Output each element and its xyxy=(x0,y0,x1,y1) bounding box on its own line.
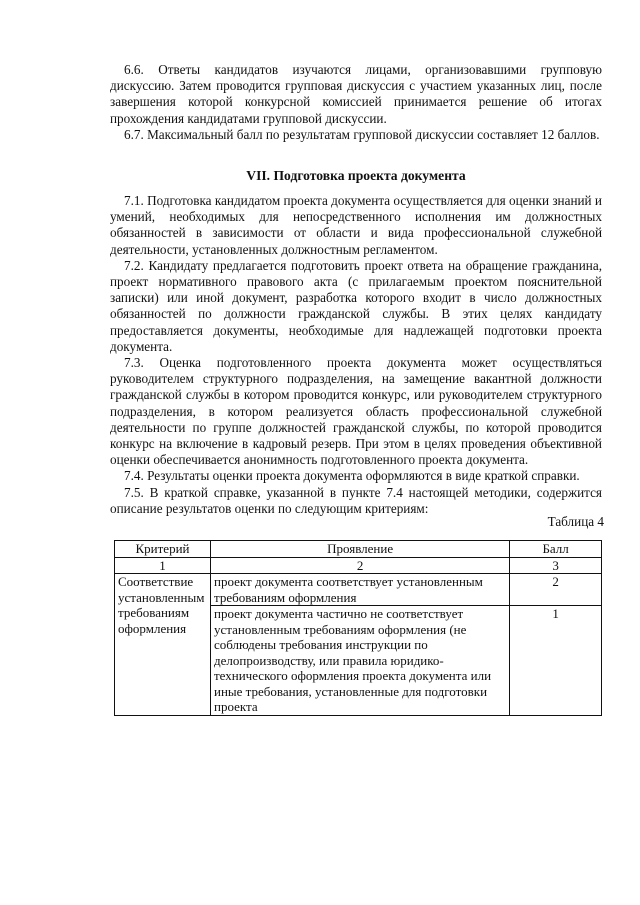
criteria-table xyxy=(114,540,602,716)
header-criterion: Критерий xyxy=(115,541,211,558)
paragraph-7-4: 7.4. Результаты оценки проекта документа оформляются в виде краткой справки. xyxy=(124,468,580,484)
section-7-body xyxy=(110,193,602,517)
paragraph-6-6: 6.6. Ответы кандидатов изучаются лицами, организовавшими групповую дискуссию. Затем проводится групповая дискуссия с участием указанных лиц, после завершения которой конкурсной комиссией принимается решение об итогах прохождения кандидатами групповой дискуссии. xyxy=(110,62,602,126)
header-score: Балл xyxy=(510,541,602,558)
manifestation-cell: проект документа соответствует установленным требованиям оформления xyxy=(210,574,509,606)
section-7-heading-block xyxy=(110,168,602,184)
section-title: VII. Подготовка проекта документа xyxy=(246,168,466,183)
column-number: 2 xyxy=(210,557,509,574)
table-caption: Таблица 4 xyxy=(547,514,604,529)
score-cell: 2 xyxy=(510,574,602,606)
paragraph-7-3: 7.3. Оценка подготовленного проекта документа может осуществляться руководителем структурного подразделения, на замещение вакантной должности гражданской службы в котором проводится конкурс, или руководителем структурного подразделения, в котором реализуется область профессиональной служебной деятельности по группе должностей гражданской службы, по которой проводится конкурс на включение в кадровый резерв. При этом в целях проведения объективной оценки обеспечивается анонимность подготовленного проекта документа. xyxy=(110,355,602,468)
manifestation-cell: проект документа частично не соответствует установленным требованиям оформления (не соблюдены требования инструкции по делопроизводству, или правила юридико-технического оформления проекта документа или иные требования, установленные для подготовки проекта xyxy=(210,606,509,716)
paragraph-7-1: 7.1. Подготовка кандидатом проекта документа осуществляется для оценки знаний и умений, необходимых для непосредственного исполнения им должностных обязанностей в зависимости от области и вида профессиональной служебной деятельности, установленных должностным регламентом. xyxy=(110,193,602,257)
table-row xyxy=(115,574,602,606)
section-6-tail xyxy=(110,62,602,143)
paragraph-7-5: 7.5. В краткой справке, указанной в пункте 7.4 настоящей методики, содержится описание результатов оценки по следующим критериям: xyxy=(110,484,602,516)
paragraph-6-7: 6.7. Максимальный балл по результатам групповой дискуссии составляет 12 баллов. xyxy=(124,126,600,142)
table-header-row xyxy=(115,541,602,558)
score-cell: 1 xyxy=(510,606,602,716)
header-manifestation: Проявление xyxy=(210,541,509,558)
criterion-cell: Соответствие установленным требованиям оформления xyxy=(115,574,211,716)
paragraph-7-2: 7.2. Кандидату предлагается подготовить проект ответа на обращение гражданина, проект нормативного правового акта (с прилагаемым проектом пояснительной записки) или иной документ, разработка которого входит в число должностных обязанностей по должности гражданской службы. В этих целях кандидату предоставляется документы, необходимые для надлежащей подготовки проекта документа. xyxy=(110,257,602,354)
column-number: 3 xyxy=(510,557,602,574)
column-number: 1 xyxy=(115,557,211,574)
table-number-row xyxy=(115,557,602,574)
